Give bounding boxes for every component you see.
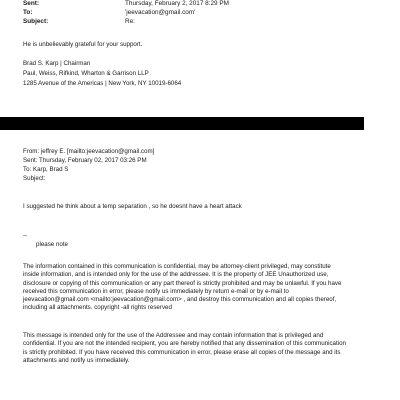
disclaimer-line: confidential. If you are not the intended recipient, you are hereby notified that any dissemination of this communication — [23, 340, 346, 348]
to-label: To: — [23, 9, 33, 16]
please-note: please note — [36, 241, 68, 248]
disclaimer-line: disclosure or copying of this communication or any part thereof is strictly prohibited and may be unlawful. If you have — [23, 279, 342, 287]
original-message: I suggested he think about a temp separation , so he doesnt have a heart attack — [23, 203, 242, 210]
disclaimer-line: attachments and notify us immediately. — [23, 356, 130, 364]
original-sent: Sent: Thursday, February 02, 2017 03:26 PM — [23, 157, 147, 164]
disclaimer-line: including all attachments. copyright -all rights reserved — [23, 304, 172, 312]
separator-dashes: -- — [23, 232, 28, 239]
disclaimer-line: inside information, and is intended only for the use of the addressee. It is the property of JEE Unauthorized use, — [23, 271, 329, 279]
subject-row — [23, 18, 135, 26]
reply-message: He is unbelievably grateful for your support. — [23, 41, 143, 48]
to-row — [23, 9, 195, 17]
original-from: From: jeffrey E. [mailto:jeevacation@gmail.com] — [23, 148, 155, 155]
disclaimer-line: is strictly prohibited. If you have received this communication in error, please erase all copies of the message and its — [23, 348, 341, 356]
disclaimer-addressee — [23, 332, 383, 365]
original-to: To: Karp, Brad S — [23, 166, 69, 173]
subject-label: Subject: — [23, 18, 49, 25]
to-value: 'jeevacation@gmail.com' — [125, 9, 196, 16]
disclaimer-line: The information contained in this communication is confidential, may be attorney-client privileged, may constitute — [23, 263, 331, 270]
disclaimer-confidential — [23, 263, 383, 313]
disclaimer-line: This message is intended only for the use of the Addressee and may contain information that is privileged and — [23, 332, 324, 339]
subject-value: Re: — [125, 18, 135, 25]
redaction-bar — [0, 117, 364, 130]
sent-row — [23, 0, 229, 8]
disclaimer-line: received this communication in error, please notify us immediately by return e-mail or by e-mail to — [23, 287, 289, 295]
signature-firm: Paul, Weiss, Rifkind, Wharton & Garrison LLP — [23, 70, 149, 77]
signature-name: Brad S. Karp | Chairman — [23, 60, 91, 67]
signature-address: 1285 Avenue of the Americas | New York, NY 10019-6064 — [23, 80, 182, 87]
sent-label: Sent: — [23, 0, 39, 7]
original-subject: Subject: — [23, 175, 46, 182]
sent-value: Thursday, February 2, 2017 8:29 PM — [125, 0, 229, 7]
disclaimer-line: jeevacation@gmail.com <mailto:jeevacation@gmail.com> , and destroy this communication and all copies thereof, — [23, 296, 337, 304]
